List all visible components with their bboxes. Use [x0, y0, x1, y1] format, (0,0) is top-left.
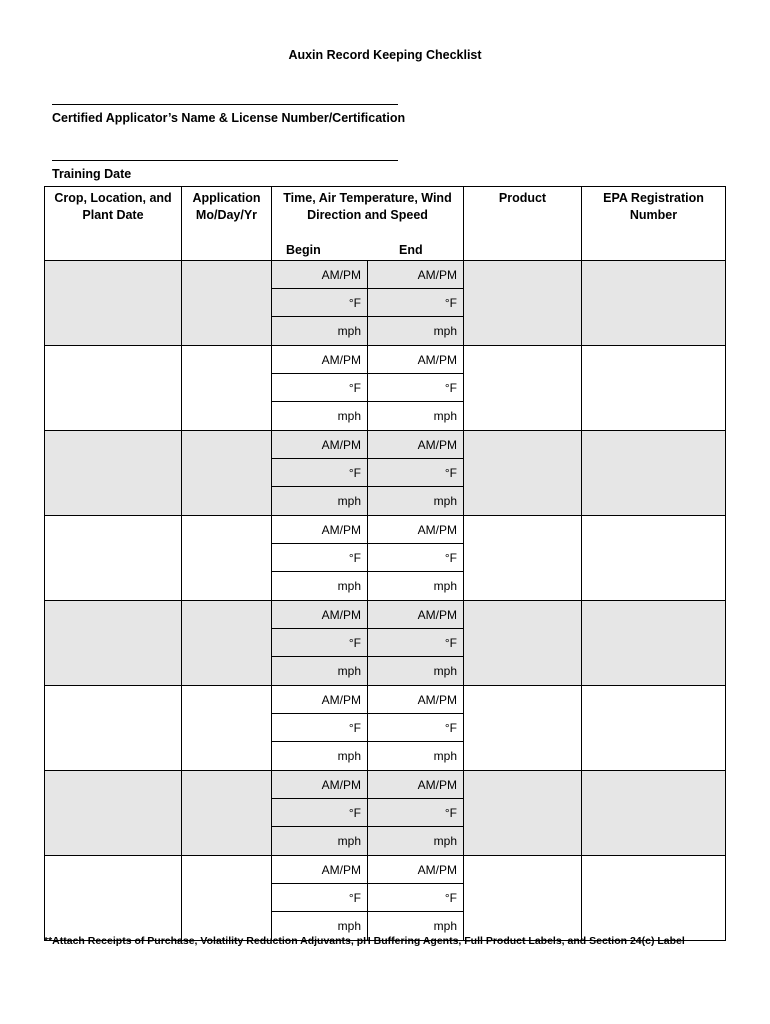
- end-wind-speed-cell[interactable]: mph: [368, 742, 464, 771]
- end-time-cell[interactable]: AM/PM: [368, 261, 464, 289]
- begin-temperature-cell[interactable]: °F: [272, 374, 368, 402]
- header-time-label: Time, Air Temperature, Wind Direction and Speed: [283, 191, 452, 222]
- crop-cell[interactable]: [45, 771, 182, 856]
- application-date-cell[interactable]: [182, 686, 272, 771]
- begin-temperature-cell[interactable]: °F: [272, 544, 368, 572]
- application-date-cell[interactable]: [182, 261, 272, 346]
- crop-cell[interactable]: [45, 346, 182, 431]
- end-wind-speed-cell[interactable]: mph: [368, 827, 464, 856]
- begin-wind-speed-cell[interactable]: mph: [272, 827, 368, 856]
- begin-time-cell[interactable]: AM/PM: [272, 516, 368, 544]
- crop-cell[interactable]: [45, 261, 182, 346]
- begin-temperature-cell[interactable]: °F: [272, 459, 368, 487]
- applicator-signature-line[interactable]: [52, 104, 398, 105]
- end-temperature-cell[interactable]: °F: [368, 459, 464, 487]
- product-cell[interactable]: [464, 516, 582, 601]
- product-cell[interactable]: [464, 601, 582, 686]
- epa-number-cell[interactable]: [582, 856, 726, 941]
- epa-number-cell[interactable]: [582, 601, 726, 686]
- epa-number-cell[interactable]: [582, 771, 726, 856]
- training-date-label: Training Date: [52, 167, 132, 181]
- crop-cell[interactable]: [45, 601, 182, 686]
- end-wind-speed-cell[interactable]: mph: [368, 912, 464, 941]
- table-row: [45, 346, 726, 374]
- crop-cell[interactable]: [45, 856, 182, 941]
- header-row: [45, 187, 726, 261]
- product-cell[interactable]: [464, 431, 582, 516]
- begin-temperature-cell[interactable]: °F: [272, 289, 368, 317]
- training-date-line[interactable]: [52, 160, 398, 161]
- begin-temperature-cell[interactable]: °F: [272, 799, 368, 827]
- end-time-cell[interactable]: AM/PM: [368, 686, 464, 714]
- product-cell[interactable]: [464, 686, 582, 771]
- end-time-cell[interactable]: AM/PM: [368, 431, 464, 459]
- begin-wind-speed-cell[interactable]: mph: [272, 742, 368, 771]
- header-epa-number: EPA Registration Number: [582, 187, 726, 261]
- application-date-cell[interactable]: [182, 431, 272, 516]
- end-time-cell[interactable]: AM/PM: [368, 856, 464, 884]
- table-row: [45, 686, 726, 714]
- begin-time-cell[interactable]: AM/PM: [272, 601, 368, 629]
- crop-cell[interactable]: [45, 516, 182, 601]
- begin-time-cell[interactable]: AM/PM: [272, 261, 368, 289]
- end-temperature-cell[interactable]: °F: [368, 629, 464, 657]
- begin-wind-speed-cell[interactable]: mph: [272, 402, 368, 431]
- end-temperature-cell[interactable]: °F: [368, 544, 464, 572]
- end-wind-speed-cell[interactable]: mph: [368, 402, 464, 431]
- application-date-cell[interactable]: [182, 771, 272, 856]
- begin-wind-speed-cell[interactable]: mph: [272, 912, 368, 941]
- table-row: [45, 856, 726, 884]
- begin-time-cell[interactable]: AM/PM: [272, 686, 368, 714]
- begin-time-cell[interactable]: AM/PM: [272, 771, 368, 799]
- application-date-cell[interactable]: [182, 346, 272, 431]
- end-wind-speed-cell[interactable]: mph: [368, 317, 464, 346]
- begin-time-cell[interactable]: AM/PM: [272, 431, 368, 459]
- end-time-cell[interactable]: AM/PM: [368, 771, 464, 799]
- begin-temperature-cell[interactable]: °F: [272, 714, 368, 742]
- header-product: Product: [464, 187, 582, 261]
- header-time-temp-wind: [272, 187, 464, 261]
- begin-wind-speed-cell[interactable]: mph: [272, 657, 368, 686]
- end-time-cell[interactable]: AM/PM: [368, 516, 464, 544]
- record-rows: [45, 261, 726, 941]
- epa-number-cell[interactable]: [582, 431, 726, 516]
- begin-time-cell[interactable]: AM/PM: [272, 856, 368, 884]
- product-cell[interactable]: [464, 261, 582, 346]
- begin-temperature-cell[interactable]: °F: [272, 629, 368, 657]
- end-wind-speed-cell[interactable]: mph: [368, 572, 464, 601]
- header-begin: Begin: [286, 243, 321, 257]
- product-cell[interactable]: [464, 856, 582, 941]
- end-wind-speed-cell[interactable]: mph: [368, 657, 464, 686]
- begin-wind-speed-cell[interactable]: mph: [272, 487, 368, 516]
- end-time-cell[interactable]: AM/PM: [368, 601, 464, 629]
- product-cell[interactable]: [464, 771, 582, 856]
- end-temperature-cell[interactable]: °F: [368, 884, 464, 912]
- epa-number-cell[interactable]: [582, 346, 726, 431]
- application-date-cell[interactable]: [182, 601, 272, 686]
- end-wind-speed-cell[interactable]: mph: [368, 487, 464, 516]
- table-row: [45, 261, 726, 289]
- table-row: [45, 771, 726, 799]
- header-application-date: Application Mo/Day/Yr: [182, 187, 272, 261]
- end-temperature-cell[interactable]: °F: [368, 714, 464, 742]
- begin-temperature-cell[interactable]: °F: [272, 884, 368, 912]
- epa-number-cell[interactable]: [582, 261, 726, 346]
- application-date-cell[interactable]: [182, 516, 272, 601]
- record-table: [44, 186, 726, 941]
- header-crop: Crop, Location, and Plant Date: [45, 187, 182, 261]
- product-cell[interactable]: [464, 346, 582, 431]
- end-temperature-cell[interactable]: °F: [368, 289, 464, 317]
- begin-wind-speed-cell[interactable]: mph: [272, 572, 368, 601]
- epa-number-cell[interactable]: [582, 516, 726, 601]
- table-row: [45, 431, 726, 459]
- footnote: **Attach Receipts of Purchase, Volatility Reduction Adjuvants, pH Buffering Agents, Full Product Labels, and Section 24(c) Label: [44, 935, 685, 947]
- crop-cell[interactable]: [45, 431, 182, 516]
- end-temperature-cell[interactable]: °F: [368, 374, 464, 402]
- epa-number-cell[interactable]: [582, 686, 726, 771]
- header-end: End: [399, 243, 423, 257]
- table-row: [45, 601, 726, 629]
- begin-time-cell[interactable]: AM/PM: [272, 346, 368, 374]
- applicator-label: Certified Applicator’s Name & License Number/Certification: [52, 111, 406, 125]
- end-temperature-cell[interactable]: °F: [368, 799, 464, 827]
- begin-wind-speed-cell[interactable]: mph: [272, 317, 368, 346]
- table-row: [45, 516, 726, 544]
- end-time-cell[interactable]: AM/PM: [368, 346, 464, 374]
- application-date-cell[interactable]: [182, 856, 272, 941]
- crop-cell[interactable]: [45, 686, 182, 771]
- page-title: Auxin Record Keeping Checklist: [288, 48, 482, 62]
